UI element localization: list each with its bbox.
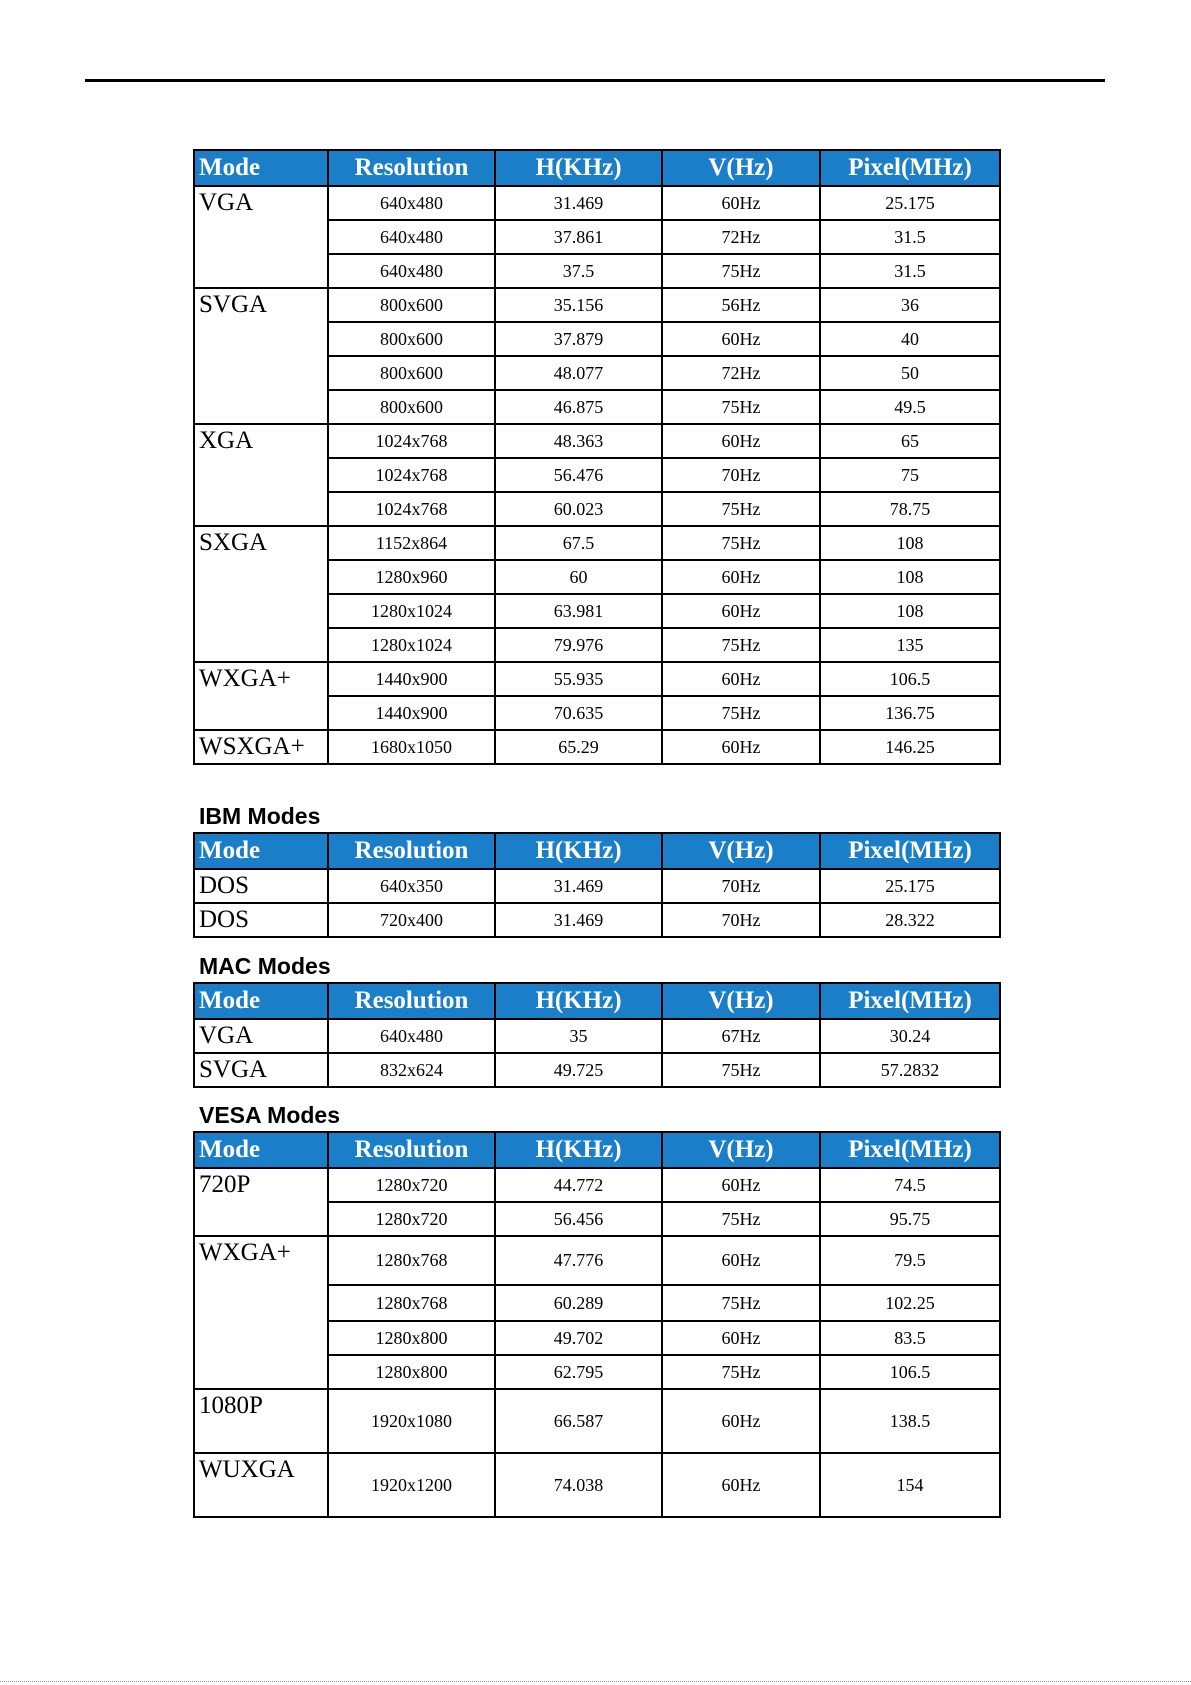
pixel-clock-cell: 78.75 [820, 492, 1000, 526]
mac-modes-title: MAC Modes [199, 953, 331, 979]
h-freq-cell: 66.587 [495, 1389, 662, 1453]
h-freq-cell: 31.469 [495, 903, 662, 937]
resolution-cell: 1280x1024 [328, 594, 495, 628]
resolution-cell: 800x600 [328, 356, 495, 390]
resolution-cell: 640x480 [328, 1019, 495, 1053]
h-freq-cell: 35 [495, 1019, 662, 1053]
mode-cell: WXGA+ [194, 1236, 328, 1389]
vesa-modes-title: VESA Modes [199, 1102, 341, 1128]
pixel-clock-header: Pixel(MHz) [820, 150, 1000, 186]
resolution-cell: 640x480 [328, 254, 495, 288]
resolution-cell: 800x600 [328, 390, 495, 424]
resolution-cell: 640x480 [328, 186, 495, 220]
h-freq-cell: 67.5 [495, 526, 662, 560]
resolution-header: Resolution [328, 1132, 495, 1168]
header-row [194, 150, 1000, 186]
table-row [194, 1053, 1000, 1087]
h-freq-cell: 49.702 [495, 1321, 662, 1355]
ibm-modes-table [193, 832, 1001, 938]
resolution-cell: 1680x1050 [328, 730, 495, 764]
resolution-cell: 640x480 [328, 220, 495, 254]
h-freq-cell: 46.875 [495, 390, 662, 424]
page-bottom-rule [0, 1681, 1191, 1682]
h-freq-cell: 31.469 [495, 869, 662, 903]
pixel-clock-cell: 83.5 [820, 1321, 1000, 1355]
v-freq-cell: 75Hz [662, 1053, 820, 1087]
mode-cell: WUXGA [194, 1453, 328, 1517]
h-freq-cell: 62.795 [495, 1355, 662, 1389]
h-freq-cell: 56.456 [495, 1202, 662, 1236]
v-freq-cell: 60Hz [662, 424, 820, 458]
mode-cell: VGA [194, 186, 328, 288]
v-freq-cell: 75Hz [662, 628, 820, 662]
pixel-clock-cell: 28.322 [820, 903, 1000, 937]
resolution-cell: 1280x800 [328, 1321, 495, 1355]
table-row [194, 869, 1000, 903]
h-freq-cell: 31.469 [495, 186, 662, 220]
v-freq-cell: 67Hz [662, 1019, 820, 1053]
pixel-clock-cell: 136.75 [820, 696, 1000, 730]
mode-cell: 720P [194, 1168, 328, 1236]
h-freq-cell: 60.023 [495, 492, 662, 526]
h-freq-cell: 37.879 [495, 322, 662, 356]
v-freq-cell: 75Hz [662, 492, 820, 526]
h-freq-cell: 47.776 [495, 1236, 662, 1285]
resolution-cell: 832x624 [328, 1053, 495, 1087]
h-freq-header: H(KHz) [495, 1132, 662, 1168]
mode-cell: SXGA [194, 526, 328, 662]
resolution-cell: 1280x768 [328, 1236, 495, 1285]
resolution-cell: 800x600 [328, 322, 495, 356]
h-freq-cell: 63.981 [495, 594, 662, 628]
pixel-clock-cell: 65 [820, 424, 1000, 458]
v-freq-header: V(Hz) [662, 150, 820, 186]
vesa-modes-block [193, 1099, 999, 1518]
v-freq-cell: 75Hz [662, 1355, 820, 1389]
v-freq-cell: 60Hz [662, 560, 820, 594]
v-freq-cell: 60Hz [662, 186, 820, 220]
mode-header: Mode [194, 983, 328, 1019]
table-row [194, 1389, 1000, 1453]
v-freq-cell: 60Hz [662, 1389, 820, 1453]
pixel-clock-cell: 36 [820, 288, 1000, 322]
pixel-clock-cell: 154 [820, 1453, 1000, 1517]
pixel-clock-cell: 75 [820, 458, 1000, 492]
pixel-clock-cell: 135 [820, 628, 1000, 662]
h-freq-cell: 70.635 [495, 696, 662, 730]
v-freq-cell: 75Hz [662, 390, 820, 424]
header-row [194, 1132, 1000, 1168]
v-freq-header: V(Hz) [662, 1132, 820, 1168]
h-freq-cell: 60.289 [495, 1285, 662, 1321]
resolution-cell: 720x400 [328, 903, 495, 937]
header-row [194, 833, 1000, 869]
resolution-cell: 1280x800 [328, 1355, 495, 1389]
h-freq-cell: 65.29 [495, 730, 662, 764]
h-freq-header: H(KHz) [495, 983, 662, 1019]
header-row [194, 983, 1000, 1019]
resolution-cell: 1920x1080 [328, 1389, 495, 1453]
h-freq-cell: 37.5 [495, 254, 662, 288]
v-freq-cell: 72Hz [662, 220, 820, 254]
v-freq-cell: 60Hz [662, 1236, 820, 1285]
table-row [194, 526, 1000, 560]
ibm-modes-block [193, 800, 999, 938]
h-freq-cell: 49.725 [495, 1053, 662, 1087]
resolution-cell: 1280x1024 [328, 628, 495, 662]
v-freq-cell: 75Hz [662, 1285, 820, 1321]
v-freq-cell: 70Hz [662, 458, 820, 492]
top-rule [85, 79, 1105, 82]
mode-cell: SVGA [194, 1053, 328, 1087]
table-row [194, 730, 1000, 764]
mode-header: Mode [194, 833, 328, 869]
resolution-cell: 1280x768 [328, 1285, 495, 1321]
h-freq-cell: 35.156 [495, 288, 662, 322]
v-freq-cell: 75Hz [662, 1202, 820, 1236]
pixel-clock-cell: 49.5 [820, 390, 1000, 424]
table-row [194, 1453, 1000, 1517]
v-freq-cell: 70Hz [662, 903, 820, 937]
pixel-clock-cell: 31.5 [820, 254, 1000, 288]
resolution-header: Resolution [328, 150, 495, 186]
resolution-cell: 1440x900 [328, 696, 495, 730]
v-freq-cell: 60Hz [662, 594, 820, 628]
v-freq-cell: 56Hz [662, 288, 820, 322]
resolution-cell: 1024x768 [328, 492, 495, 526]
pixel-clock-cell: 138.5 [820, 1389, 1000, 1453]
h-freq-cell: 56.476 [495, 458, 662, 492]
h-freq-cell: 60 [495, 560, 662, 594]
resolution-cell: 640x350 [328, 869, 495, 903]
mode-header: Mode [194, 1132, 328, 1168]
resolution-cell: 1280x720 [328, 1202, 495, 1236]
pixel-clock-cell: 50 [820, 356, 1000, 390]
table-row [194, 903, 1000, 937]
mode-cell: XGA [194, 424, 328, 526]
pixel-clock-cell: 146.25 [820, 730, 1000, 764]
resolution-cell: 1152x864 [328, 526, 495, 560]
h-freq-header: H(KHz) [495, 833, 662, 869]
resolution-cell: 1024x768 [328, 458, 495, 492]
mode-cell: WXGA+ [194, 662, 328, 730]
main-timing-block [193, 149, 999, 765]
h-freq-cell: 37.861 [495, 220, 662, 254]
h-freq-cell: 79.976 [495, 628, 662, 662]
v-freq-cell: 60Hz [662, 322, 820, 356]
pixel-clock-cell: 106.5 [820, 662, 1000, 696]
resolution-header: Resolution [328, 833, 495, 869]
v-freq-cell: 60Hz [662, 730, 820, 764]
pixel-clock-cell: 79.5 [820, 1236, 1000, 1285]
pixel-clock-header: Pixel(MHz) [820, 983, 1000, 1019]
mode-cell: DOS [194, 903, 328, 937]
pixel-clock-cell: 95.75 [820, 1202, 1000, 1236]
v-freq-header: V(Hz) [662, 983, 820, 1019]
ibm-modes-title: IBM Modes [199, 803, 321, 829]
pixel-clock-cell: 108 [820, 526, 1000, 560]
h-freq-cell: 48.077 [495, 356, 662, 390]
mode-header: Mode [194, 150, 328, 186]
pixel-clock-cell: 40 [820, 322, 1000, 356]
mode-cell: VGA [194, 1019, 328, 1053]
mode-cell: DOS [194, 869, 328, 903]
pixel-clock-cell: 108 [820, 594, 1000, 628]
h-freq-cell: 55.935 [495, 662, 662, 696]
mac-modes-block [193, 950, 999, 1088]
h-freq-cell: 48.363 [495, 424, 662, 458]
table-row [194, 1019, 1000, 1053]
v-freq-cell: 75Hz [662, 254, 820, 288]
v-freq-cell: 60Hz [662, 1453, 820, 1517]
v-freq-cell: 70Hz [662, 869, 820, 903]
table-row [194, 288, 1000, 322]
v-freq-cell: 60Hz [662, 1168, 820, 1202]
resolution-header: Resolution [328, 983, 495, 1019]
v-freq-cell: 60Hz [662, 1321, 820, 1355]
vesa-modes-table [193, 1131, 1001, 1518]
v-freq-cell: 60Hz [662, 662, 820, 696]
mode-cell: SVGA [194, 288, 328, 424]
resolution-cell: 1920x1200 [328, 1453, 495, 1517]
h-freq-cell: 44.772 [495, 1168, 662, 1202]
resolution-cell: 1280x960 [328, 560, 495, 594]
pixel-clock-cell: 74.5 [820, 1168, 1000, 1202]
table-row [194, 186, 1000, 220]
resolution-cell: 1280x720 [328, 1168, 495, 1202]
mode-cell: WSXGA+ [194, 730, 328, 764]
table-row [194, 1236, 1000, 1285]
pixel-clock-cell: 108 [820, 560, 1000, 594]
mac-modes-table [193, 982, 1001, 1088]
pixel-clock-header: Pixel(MHz) [820, 833, 1000, 869]
resolution-cell: 800x600 [328, 288, 495, 322]
v-freq-cell: 72Hz [662, 356, 820, 390]
resolution-cell: 1440x900 [328, 662, 495, 696]
pixel-clock-cell: 31.5 [820, 220, 1000, 254]
pixel-clock-cell: 106.5 [820, 1355, 1000, 1389]
mode-cell: 1080P [194, 1389, 328, 1453]
pixel-clock-cell: 102.25 [820, 1285, 1000, 1321]
pixel-clock-cell: 57.2832 [820, 1053, 1000, 1087]
table-row [194, 1168, 1000, 1202]
main-timing-table [193, 149, 1001, 765]
v-freq-cell: 75Hz [662, 526, 820, 560]
pixel-clock-cell: 25.175 [820, 869, 1000, 903]
resolution-cell: 1024x768 [328, 424, 495, 458]
pixel-clock-cell: 25.175 [820, 186, 1000, 220]
h-freq-header: H(KHz) [495, 150, 662, 186]
h-freq-cell: 74.038 [495, 1453, 662, 1517]
pixel-clock-header: Pixel(MHz) [820, 1132, 1000, 1168]
pixel-clock-cell: 30.24 [820, 1019, 1000, 1053]
v-freq-cell: 75Hz [662, 696, 820, 730]
table-row [194, 662, 1000, 696]
v-freq-header: V(Hz) [662, 833, 820, 869]
table-row [194, 424, 1000, 458]
